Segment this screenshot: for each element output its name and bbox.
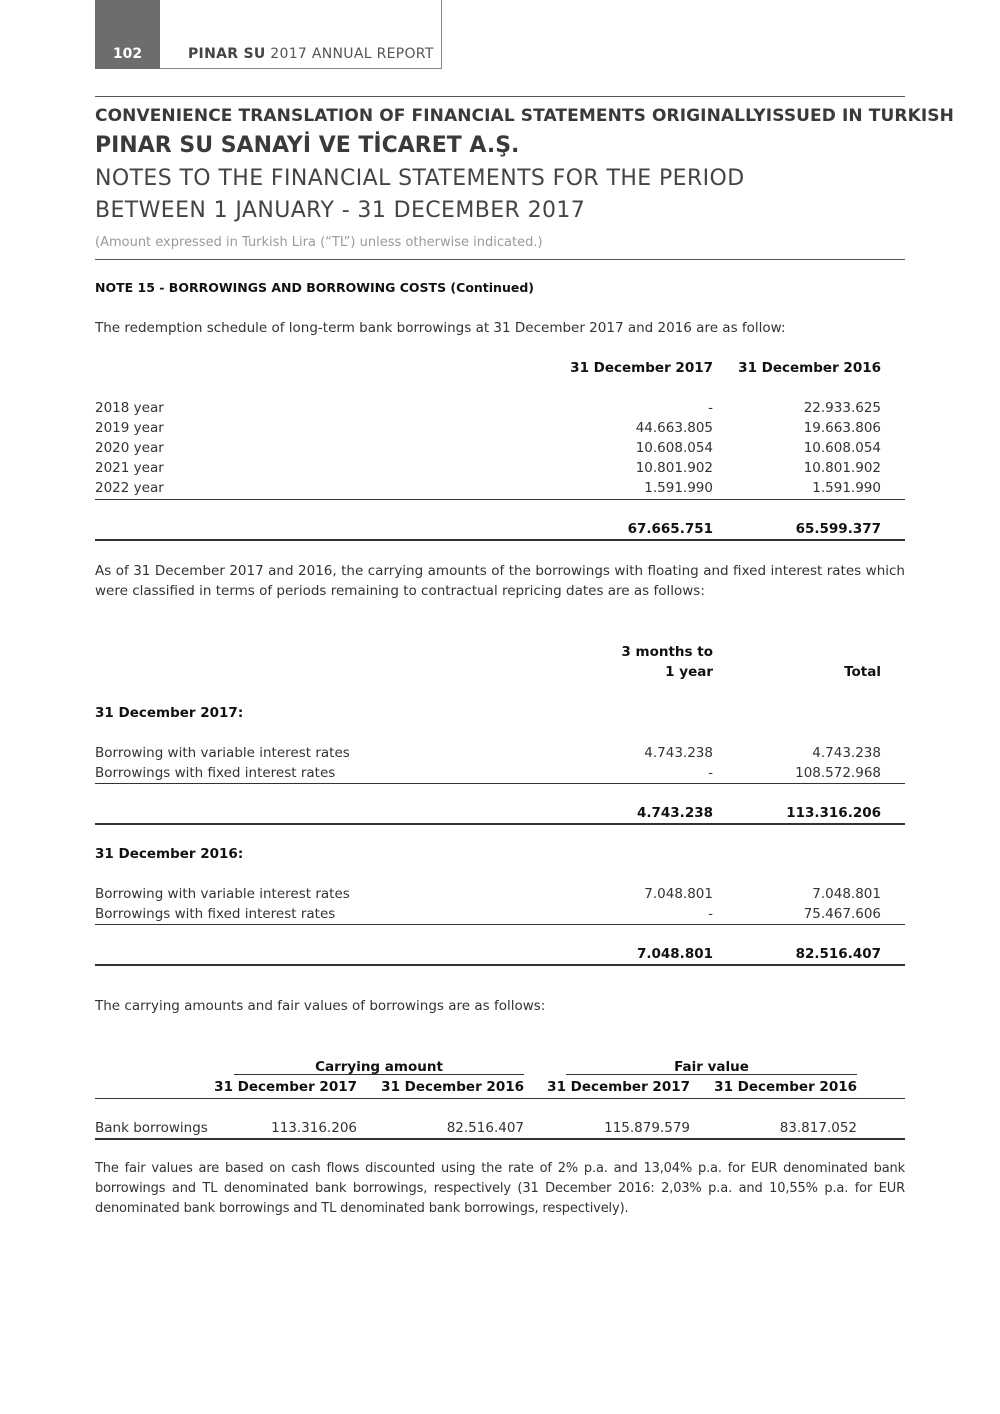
table-cell: 115.879.579 [604,1120,690,1136]
carrying-amount-group: Carrying amount [315,1059,443,1075]
table-cell: 113.316.206 [271,1120,357,1136]
table-cell: 83.817.052 [779,1120,857,1136]
repricing-col-3m-line1: 3 months to [621,644,713,660]
table-rule [95,499,905,500]
table-row-label: 2018 year [95,400,164,416]
redemption-total-2017: 67.665.751 [627,521,713,537]
redemption-total-2016: 65.599.377 [795,521,881,537]
table-cell: 1.591.990 [812,480,881,496]
repricing-col-3m-line2: 1 year [665,664,713,680]
table-cell: 82.516.407 [446,1120,524,1136]
fv-col-header: 31 December 2017 [214,1079,357,1095]
table-row-label: Bank borrowings [95,1120,208,1136]
table-cell: 7.048.801 [812,886,881,902]
note-heading: NOTE 15 - BORROWINGS AND BORROWING COSTS (Continued) [95,280,534,295]
table-cell: 19.663.806 [803,420,881,436]
table-total-rule [95,964,905,966]
table-cell: 4.743.238 [812,745,881,761]
repricing-2016-total-a: 7.048.801 [636,946,713,962]
table-row-label: 2020 year [95,440,164,456]
table-cell: 10.801.902 [635,460,713,476]
table-cell: - [708,765,713,781]
translation-title: CONVENIENCE TRANSLATION OF FINANCIAL STATEMENTS ORIGINALLYISSUED IN TURKISH [95,106,954,126]
table-cell: 1.591.990 [644,480,713,496]
table-row-label: 2021 year [95,460,164,476]
table-rule [95,924,905,925]
table-row-label: Borrowing with variable interest rates [95,886,350,902]
fair-value-group: Fair value [674,1059,749,1075]
currency-note: (Amount expressed in Turkish Lira (“TL”) unless otherwise indicated.) [95,235,543,250]
company-name: PINAR SU SANAYİ VE TİCARET A.Ş. [95,133,520,158]
redemption-col-2016: 31 December 2016 [738,360,881,376]
fair-value-intro: The carrying amounts and fair values of borrowings are as follows: [95,998,546,1014]
repricing-2016-total-b: 82.516.407 [795,946,881,962]
page-number: 102 [95,0,160,69]
table-total-rule [95,539,905,541]
report-title: 2017 ANNUAL REPORT [270,46,434,62]
redemption-col-2017: 31 December 2017 [570,360,713,376]
repricing-col-total: Total [844,664,881,680]
table-total-rule [95,823,905,825]
table-cell: 10.608.054 [803,440,881,456]
table-row-label: Borrowings with fixed interest rates [95,765,336,781]
table-total-rule [95,1138,905,1140]
fv-col-header: 31 December 2016 [714,1079,857,1095]
report-name [188,46,434,62]
table-cell: 10.608.054 [635,440,713,456]
table-cell: 4.743.238 [644,745,713,761]
table-row-label: 2022 year [95,480,164,496]
section-heading-2017: 31 December 2017: [95,705,244,721]
table-cell: - [708,400,713,416]
table-rule [95,1098,905,1099]
table-rule [95,783,905,784]
table-row-label: 2019 year [95,420,164,436]
fair-value-footnote: The fair values are based on cash flows discounted using the rate of 2% p.a. and 13,04% p.a. for EUR denominated bank borrowings and TL denominated bank borrowings, respectively (31 December 2016: 2,03% p.a. and 10,55% p.a. for EUR denominated bank borrowings and TL denominated bank borrowings, respectively). [95,1161,905,1216]
header-top-rule [95,96,905,97]
period-title: BETWEEN 1 JANUARY - 31 DECEMBER 2017 [95,198,586,223]
fv-col-header: 31 December 2017 [547,1079,690,1095]
repricing-2017-total-a: 4.743.238 [636,805,713,821]
fv-col-header: 31 December 2016 [381,1079,524,1095]
repricing-2017-total-b: 113.316.206 [786,805,881,821]
table-cell: 10.801.902 [803,460,881,476]
notes-title: NOTES TO THE FINANCIAL STATEMENTS FOR THE PERIOD [95,166,745,191]
repricing-intro: As of 31 December 2017 and 2016, the carrying amounts of the borrowings with floating and fixed interest rates which were classified in terms of periods remaining to contractual repricing dates are as follows: [95,563,905,599]
redemption-intro: The redemption schedule of long-term bank borrowings at 31 December 2017 and 2016 are as follow: [95,320,786,336]
section-heading-2016: 31 December 2016: [95,846,244,862]
table-cell: 108.572.968 [795,765,881,781]
table-row-label: Borrowings with fixed interest rates [95,906,336,922]
table-cell: 22.933.625 [803,400,881,416]
header-bottom-rule [95,259,905,260]
report-brand: PINAR SU [188,46,266,62]
table-cell: 44.663.805 [635,420,713,436]
table-cell: 7.048.801 [644,886,713,902]
table-cell: - [708,906,713,922]
table-row-label: Borrowing with variable interest rates [95,745,350,761]
table-cell: 75.467.606 [803,906,881,922]
